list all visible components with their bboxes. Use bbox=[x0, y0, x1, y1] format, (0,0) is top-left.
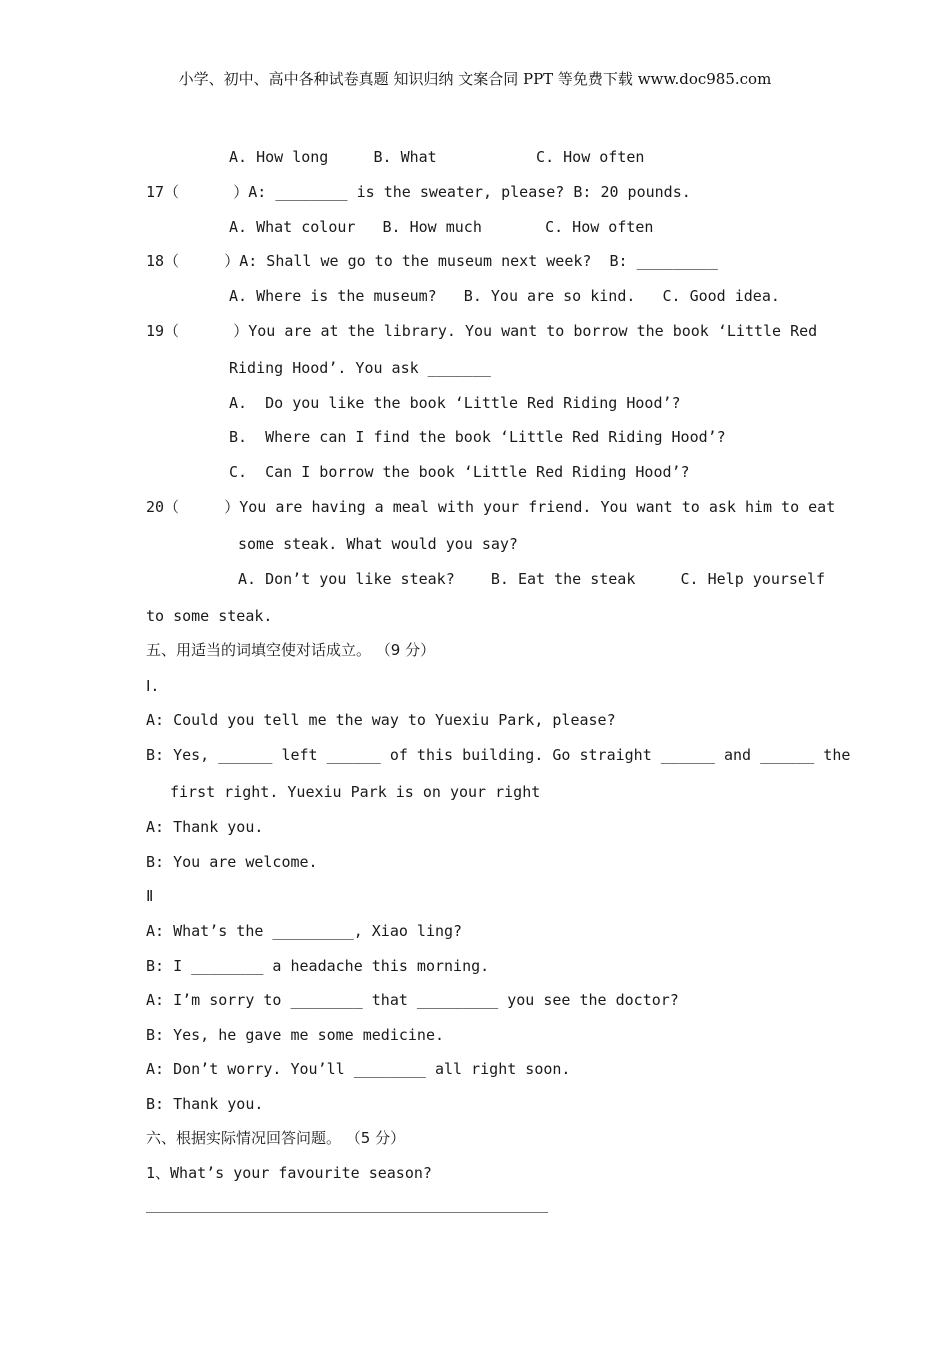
q20-options-continued: to some steak. bbox=[146, 607, 273, 625]
dialogue-line: B: Yes, he gave me some medicine. bbox=[146, 1026, 445, 1044]
dialogue-line: B: Thank you. bbox=[146, 1095, 264, 1113]
dialogue-line: A: Could you tell me the way to Yuexiu Park, please? bbox=[146, 711, 616, 729]
section5-heading: 五、用适当的词填空使对话成立。 （9 分） bbox=[146, 641, 436, 659]
q20-stem-line2: some steak. What would you say? bbox=[238, 535, 518, 553]
q17-stem: 17（ ）A: ________ is the sweater, please? B: 20 pounds. bbox=[146, 183, 691, 201]
section5-part1-label: Ⅰ. bbox=[146, 677, 160, 695]
dialogue-line: B: I ________ a headache this morning. bbox=[146, 957, 490, 975]
q19-option-a: A. Do you like the book ‘Little Red Riding Hood’? bbox=[229, 394, 681, 412]
q19-option-c: C. Can I borrow the book ‘Little Red Riding Hood’? bbox=[229, 463, 690, 481]
dialogue-line: A: What’s the _________, Xiao ling? bbox=[146, 922, 463, 940]
dialogue-line: B: Yes, ______ left ______ of this building. Go straight ______ and ______ the bbox=[146, 746, 851, 764]
dialogue-line: first right. Yuexiu Park is on your right bbox=[170, 783, 541, 801]
dialogue-line: A: Don’t worry. You’ll ________ all right soon. bbox=[146, 1060, 571, 1078]
section5-part2-label: Ⅱ bbox=[146, 887, 154, 905]
section6-question-1: 1、What’s your favourite season? bbox=[146, 1164, 432, 1182]
dialogue-line: A: I’m sorry to ________ that _________ you see the doctor? bbox=[146, 991, 679, 1009]
q20-options: A. Don’t you like steak? B. Eat the steak C. Help yourself bbox=[238, 570, 825, 588]
dialogue-line: A: Thank you. bbox=[146, 818, 264, 836]
section6-heading: 六、根据实际情况回答问题。 （5 分） bbox=[146, 1129, 406, 1147]
page-header: 小学、初中、高中各种试卷真题 知识归纳 文案合同 PPT 等免费下载 www.doc985.com bbox=[178, 70, 772, 88]
q17-options: A. What colour B. How much C. How often bbox=[229, 218, 654, 236]
q19-stem-line2: Riding Hood’. You ask _______ bbox=[229, 359, 491, 377]
q18-options: A. Where is the museum? B. You are so kind. C. Good idea. bbox=[229, 287, 780, 305]
answer-line bbox=[146, 1212, 548, 1213]
q16-options: A. How long B. What C. How often bbox=[229, 148, 645, 166]
q18-stem: 18（ ）A: Shall we go to the museum next week? B: _________ bbox=[146, 252, 718, 270]
q19-stem-line1: 19（ ）You are at the library. You want to borrow the book ‘Little Red bbox=[146, 322, 818, 340]
q19-option-b: B. Where can I find the book ‘Little Red Riding Hood’? bbox=[229, 428, 726, 446]
q20-stem-line1: 20（ ）You are having a meal with your friend. You want to ask him to eat bbox=[146, 498, 836, 516]
dialogue-line: B: You are welcome. bbox=[146, 853, 318, 871]
